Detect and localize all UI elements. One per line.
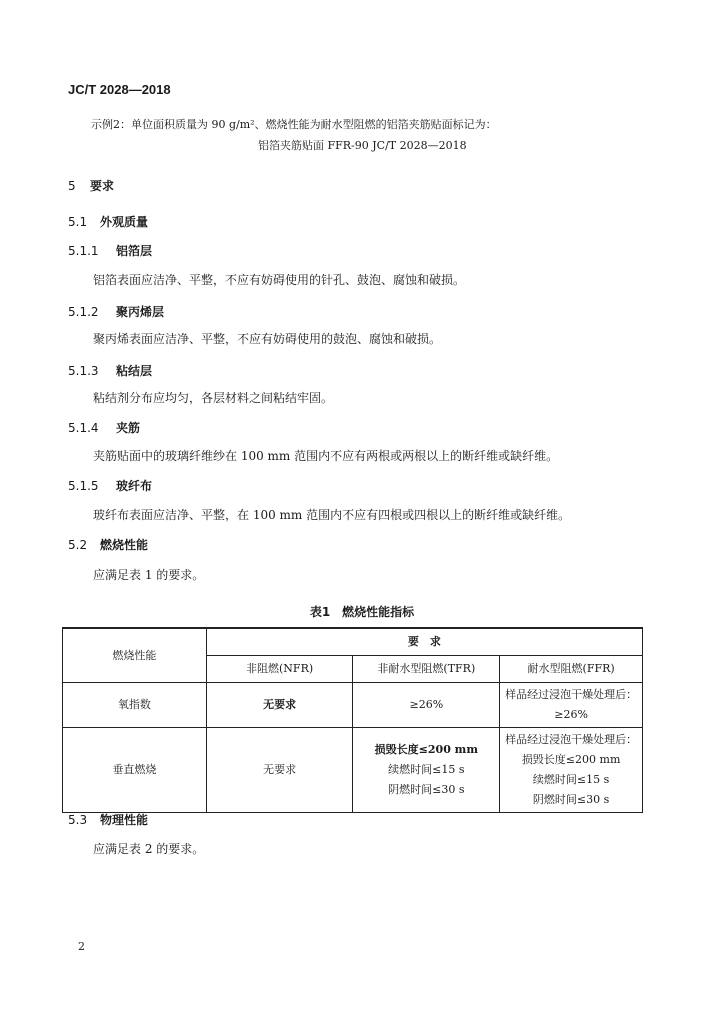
section-number: 5.1.4 xyxy=(68,421,99,435)
cell-line: 续燃时间≤15 s xyxy=(388,763,465,776)
cell-line: 损毁长度≤200 mm xyxy=(521,753,621,766)
row-item: 垂直燃烧 xyxy=(63,728,207,813)
section-title: 夹筋 xyxy=(116,421,141,435)
section-5-1-3-text: 粘结剂分布应均匀，各层材料之间粘结牢固。 xyxy=(93,391,334,405)
section-5-1-4-text: 夹筋贴面中的玻璃纤维纱在 100 mm 范围内不应有两根或两根以上的断纤维或缺纤维。 xyxy=(93,449,559,463)
table-cell xyxy=(500,683,643,728)
section-5-1-4-heading xyxy=(68,419,140,436)
example-marking: 铝箔夹筋贴面 FFR-90 JC/T 2028—2018 xyxy=(258,139,467,152)
section-number: 5.1.5 xyxy=(68,479,99,493)
table-caption: 表1 燃烧性能指标 xyxy=(309,605,415,619)
section-5-2-heading xyxy=(68,536,148,553)
section-5-1-5-heading xyxy=(68,477,152,494)
section-number: 5 xyxy=(68,179,76,193)
section-title: 物理性能 xyxy=(100,813,149,827)
section-title: 要求 xyxy=(90,179,115,193)
section-number: 5.1.1 xyxy=(68,244,99,258)
section-5-1-3-heading xyxy=(68,362,152,379)
section-5-3-heading xyxy=(68,811,148,828)
section-number: 5.1 xyxy=(68,215,88,229)
section-5-1-5-text: 玻纤布表面应洁净、平整，在 100 mm 范围内不应有四根或四根以上的断纤维或缺纤维。 xyxy=(93,508,571,522)
section-number: 5.3 xyxy=(68,813,88,827)
cell-line: 续燃时间≤15 s xyxy=(532,773,610,786)
cell-line: 样品经过浸泡干燥处理后： xyxy=(505,688,638,701)
table-header-row xyxy=(63,628,643,656)
table-row xyxy=(63,683,643,728)
section-title: 外观质量 xyxy=(100,215,149,229)
section-5-1-1-text: 铝箔表面应洁净、平整，不应有妨碍使用的针孔、鼓泡、腐蚀和破损。 xyxy=(93,273,466,287)
example-line: 示例2：单位面积质量为 90 g/m²、燃烧性能为耐水型阻燃的铝箔夹筋贴面标记为： xyxy=(91,118,497,131)
table-cell: ≥26% xyxy=(353,683,500,728)
page-number: 2 xyxy=(78,940,85,953)
section-title: 燃烧性能 xyxy=(100,538,149,552)
section-number: 5.2 xyxy=(68,538,88,552)
table-header-item: 燃烧性能 xyxy=(63,628,207,683)
table-cell: 无要求 xyxy=(206,728,353,813)
row-item: 氧指数 xyxy=(63,683,207,728)
cell-line: 损毁长度≤200 mm xyxy=(374,743,478,756)
table-header-group: 要 求 xyxy=(206,628,642,656)
cell-line: 阴燃时间≤30 s xyxy=(532,793,610,806)
section-title: 粘结层 xyxy=(116,364,153,378)
cell-line: ≥26% xyxy=(554,708,588,721)
section-number: 5.1.3 xyxy=(68,364,99,378)
section-number: 5.1.2 xyxy=(68,305,99,319)
section-5-heading xyxy=(68,177,114,194)
section-5-1-1-heading xyxy=(68,242,152,259)
standard-code: JC/T 2028—2018 xyxy=(68,82,171,97)
table-cell xyxy=(500,728,643,813)
section-5-1-heading xyxy=(68,213,148,230)
column-header: 耐水型阻燃(FFR) xyxy=(500,656,643,683)
cell-line: 阴燃时间≤30 s xyxy=(388,783,465,796)
section-5-3-text: 应满足表 2 的要求。 xyxy=(93,842,205,856)
table-cell: 无要求 xyxy=(206,683,353,728)
table-row xyxy=(63,728,643,813)
section-5-1-2-heading xyxy=(68,303,164,320)
section-title: 玻纤布 xyxy=(116,479,153,493)
section-title: 铝箔层 xyxy=(116,244,153,258)
column-header: 非阻燃(NFR) xyxy=(206,656,353,683)
column-header: 非耐水型阻燃(TFR) xyxy=(353,656,500,683)
combustion-performance-table xyxy=(62,627,643,813)
cell-line: 样品经过浸泡干燥处理后： xyxy=(505,733,638,746)
table-cell xyxy=(353,728,500,813)
section-5-2-text: 应满足表 1 的要求。 xyxy=(93,568,205,582)
section-title: 聚丙烯层 xyxy=(116,305,165,319)
section-5-1-2-text: 聚丙烯表面应洁净、平整，不应有妨碍使用的鼓泡、腐蚀和破损。 xyxy=(93,332,442,346)
